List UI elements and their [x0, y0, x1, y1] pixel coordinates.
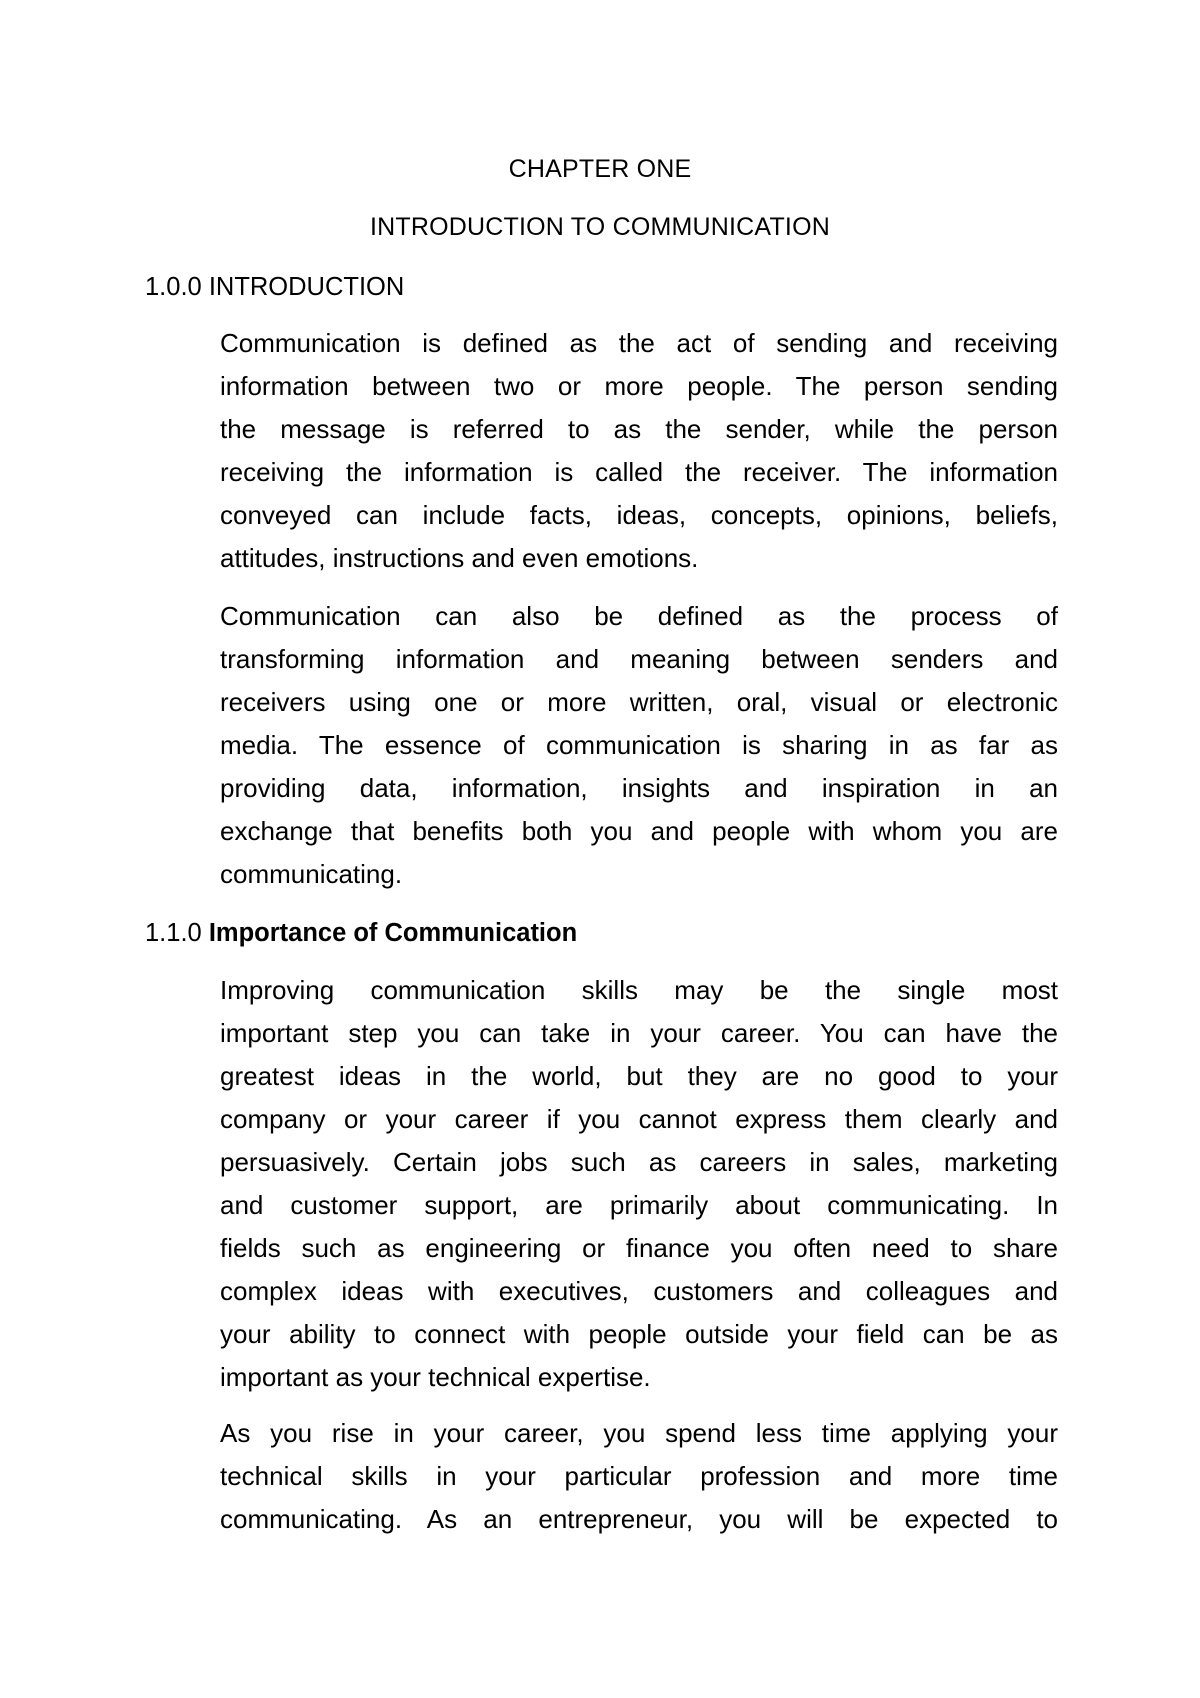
section-title: INTRODUCTION [208, 273, 405, 301]
paragraph-line: your ability to connect with people outside your field can be as [220, 1319, 1058, 1349]
section-number: 1.1.0 [145, 919, 202, 947]
paragraph-line: media. The essence of communication is sharing in as far as [220, 730, 1058, 760]
paragraph-line: greatest ideas in the world, but they are no good to your [220, 1061, 1058, 1091]
paragraph-line: Communication is defined as the act of sending and receiving [220, 328, 1058, 358]
paragraph-line: and customer support, are primarily about communicating. In [220, 1190, 1058, 1220]
paragraph-line: receiving the information is called the receiver. The information [220, 457, 1058, 487]
paragraph-line: attitudes, instructions and even emotions. [220, 543, 699, 573]
paragraph-line: Improving communication skills may be the single most [220, 975, 1058, 1005]
section-heading-importance [145, 917, 577, 949]
paragraph-line: receivers using one or more written, oral, visual or electronic [220, 687, 1058, 717]
section-title: Importance of Communication [208, 919, 578, 947]
paragraph-line: complex ideas with executives, customers and colleagues and [220, 1276, 1058, 1306]
paragraph-line: conveyed can include facts, ideas, concepts, opinions, beliefs, [220, 500, 1058, 530]
paragraph-career-rise [220, 1412, 1058, 1541]
paragraph-process-definition [220, 595, 1058, 896]
paragraph-line: important step you can take in your career. You can have the [220, 1018, 1058, 1048]
paragraph-line: information between two or more people. The person sending [220, 371, 1058, 401]
paragraph-line: exchange that benefits both you and people with whom you are [220, 816, 1058, 846]
paragraph-line: Communication can also be defined as the process of [220, 601, 1058, 631]
paragraph-line: As you rise in your career, you spend less time applying your [220, 1418, 1058, 1448]
paragraph-line: the message is referred to as the sender, while the person [220, 414, 1058, 444]
paragraph-line: fields such as engineering or finance you often need to share [220, 1233, 1058, 1263]
paragraph-line: providing data, information, insights and inspiration in an [220, 773, 1058, 803]
chapter-number-label: CHAPTER ONE [508, 155, 692, 183]
paragraph-line: persuasively. Certain jobs such as careers in sales, marketing [220, 1147, 1058, 1177]
paragraph-line: communicating. As an entrepreneur, you will be expected to [220, 1504, 1058, 1534]
section-heading-introduction [145, 271, 404, 303]
paragraph-importance [220, 969, 1058, 1399]
paragraph-line: important as your technical expertise. [220, 1362, 651, 1392]
section-number: 1.0.0 [145, 273, 202, 301]
paragraph-line: transforming information and meaning between senders and [220, 644, 1058, 674]
chapter-title: INTRODUCTION TO COMMUNICATION [370, 213, 830, 241]
paragraph-line: company or your career if you cannot express them clearly and [220, 1104, 1058, 1134]
paragraph-line: communicating. [220, 859, 403, 889]
paragraph-definition [220, 322, 1058, 580]
paragraph-line: technical skills in your particular profession and more time [220, 1461, 1058, 1491]
